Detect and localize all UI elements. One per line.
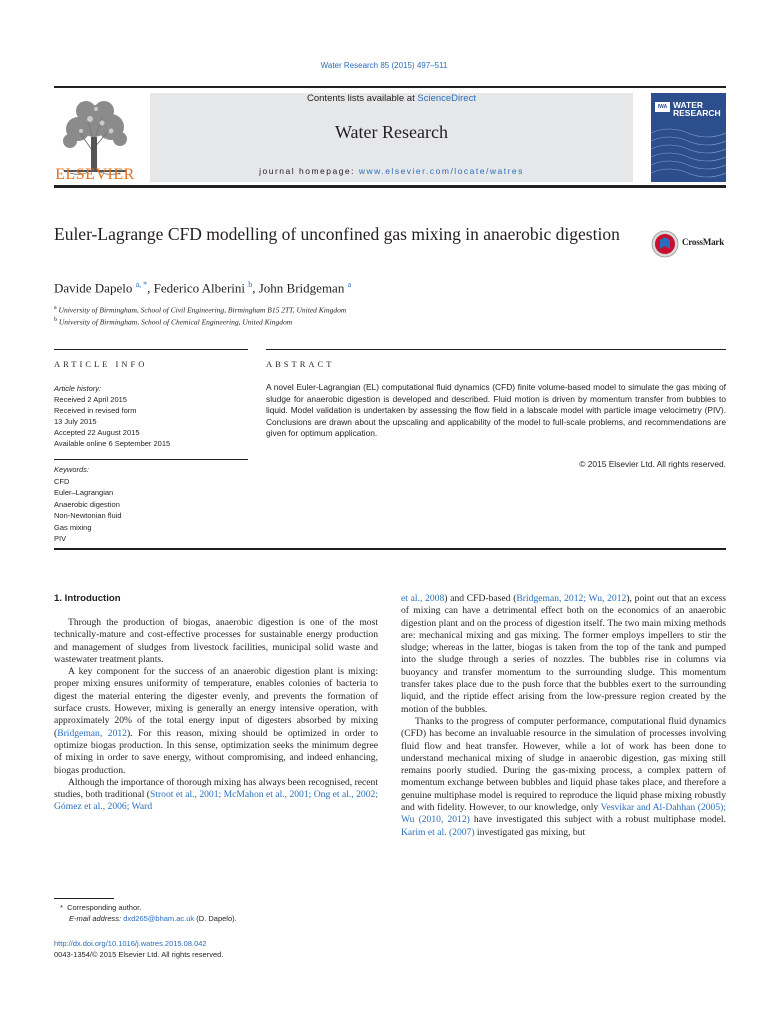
history-line: 13 July 2015 [54, 417, 97, 426]
paragraph [54, 666, 378, 777]
journal-citation[interactable]: Water Research 85 (2015) 497–511 [320, 61, 448, 70]
corresponding-author-line [60, 902, 380, 913]
text-run: ) and CFD-based ( [444, 593, 517, 604]
homepage-link[interactable]: www.elsevier.com/locate/watres [358, 166, 524, 176]
footnote-rule [54, 898, 114, 899]
abstract-rule [266, 349, 726, 350]
paragraph: Through the production of biogas, anaerobic digestion is one of the most technically-mature and cost-effective processes for sustainable energy production and management of sludges from livestock facilities, municipal solid waste and wastewater treatment plants. [54, 617, 378, 665]
corresponding-author-label: Corresponding author. [67, 903, 142, 912]
history-line: Accepted 22 August 2015 [54, 428, 140, 437]
journal-title: Water Research [335, 122, 448, 142]
body-right-column [401, 593, 726, 839]
keyword: Gas mixing [54, 522, 92, 532]
abstract-copyright: © 2015 Elsevier Ltd. All rights reserved. [579, 459, 726, 469]
citation-link[interactable]: Bridgeman, 2012; Wu, 2012 [516, 593, 627, 604]
doi-link[interactable]: http://dx.doi.org/10.1016/j.watres.2015.08.042 [54, 939, 207, 948]
abstract-text: A novel Euler-Lagrangian (EL) computational fluid dynamics (CFD) finite volume-based model to simulate the gas mixing of sludge for anaerobic digestion is developed and described. Fluid motion is driven by momentum transfer from bubbles to liquid. Model validation is undertaken by assessing the flow field in a labscale model with particle image velocimetry (PIV). Conclusions are drawn about the upscaling and applicability of the model to full-scale problems, and recommendations are given for optimum application. [266, 382, 726, 439]
journal-homepage [150, 166, 633, 176]
text-run: have investigated this subject with a robust multiphase model. [469, 814, 726, 826]
author-affiliation-mark[interactable]: b [248, 280, 253, 289]
article-info-rule [54, 349, 248, 350]
email-label: E-mail address: [69, 914, 124, 923]
text-run: A key component for the success of an anaerobic digestion plant is mixing: proper mixing ensures uniformity of temperature, enables colonies of bacteria to digest the material entering the digester evenly, and prevents the formation of surface crusts. However, mixing is generally an energy intensive operation, with approximately 20% of the total energy input of digesters absorbed by mixing ( [54, 666, 378, 739]
cover-title [673, 101, 721, 117]
journal-cover-thumbnail[interactable] [651, 93, 726, 182]
citation-link[interactable]: Vesvikar and Al-Dahhan (2005); Wu (2010, 2012) [401, 802, 726, 826]
text-run: Although the importance of thorough mixing has always been recognised, recent studies, both traditional ( [54, 776, 378, 801]
affiliation-a [54, 305, 694, 315]
section-heading: 1. Introduction [54, 593, 121, 604]
author-separator: , [252, 280, 259, 296]
author-list [54, 280, 694, 296]
front-matter-rule [54, 548, 726, 550]
paragraph [54, 777, 378, 814]
citation-link[interactable]: Stroot et al., 2001; McMahon et al., 2001; Ong et al., 2002; Gómez et al., 2006; Ward [54, 789, 378, 813]
keywords-rule [54, 459, 248, 460]
crossmark-label[interactable]: CrossMark [682, 237, 725, 247]
header-rule-top [54, 86, 726, 88]
keywords-list [54, 464, 234, 545]
email-link[interactable]: dxd265@bham.ac.uk [123, 914, 195, 923]
email-suffix: (D. Dapelo). [194, 914, 237, 923]
text-run: ). For this reason, mixing should be optimized in order to optimize biogas production. In this sense, optimization seeks the minimum degree of mixing in order to save energy, without compromising, and indeed enhancing, biogas production. [54, 727, 378, 776]
affiliation-mark: b [54, 317, 57, 323]
abstract-heading: ABSTRACT [266, 359, 335, 369]
author-name[interactable]: John Bridgeman [258, 280, 345, 296]
affiliation-b [54, 317, 694, 327]
doi-block [54, 938, 374, 960]
cover-title-line1: WATER [673, 100, 704, 110]
history-line: Available online 6 September 2015 [54, 439, 171, 448]
affiliation-mark: a [54, 305, 57, 311]
iwa-badge: IWA [655, 102, 670, 112]
paragraph [401, 593, 726, 716]
elsevier-wordmark[interactable]: ELSEVIER [55, 166, 135, 183]
affiliation-text: University of Birmingham, School of Civil Engineering, Birmingham B15 2TT, United Kingdom [58, 305, 347, 315]
author-name[interactable]: Federico Alberini [153, 280, 245, 296]
keywords-label: Keywords: [54, 465, 90, 474]
author-affiliation-mark[interactable]: a, * [135, 280, 148, 289]
citation-link[interactable]: et al., 2008 [401, 593, 445, 604]
article-history [54, 383, 234, 449]
homepage-prefix: journal homepage: [259, 166, 359, 176]
citation-link[interactable]: Karim et al. (2007) [401, 826, 475, 838]
header-rule-bottom [54, 185, 726, 188]
issn-copyright: 0043-1354/© 2015 Elsevier Ltd. All rights reserved. [54, 950, 224, 959]
citation-link[interactable]: Bridgeman, 2012 [57, 727, 127, 739]
contents-line [150, 93, 633, 104]
author-name[interactable]: Davide Dapelo [54, 280, 133, 296]
cover-artwork [651, 123, 726, 182]
text-run: Thanks to the progress of computer performance, computational fluid dynamics (CFD) has become an invaluable resource in the simulation of processes involving fluid flow and heat transfer. However, while a lot of work has been done to understand mechanical mixing of sludge in anaerobic digestion, gas mixing still remains poorly studied. During the gas-mixing process, a complex pattern of momentum exchange between bubbles and liquid phase takes place, and therefore a genuine multiphase model is required to reproduce the liquid phase mixing robustly and with fidelity. However, to our knowledge, only [401, 715, 726, 814]
footnote-mark: * [60, 903, 63, 912]
history-line: Received in revised form [54, 406, 137, 415]
affiliation-text: University of Birmingham, School of Chemical Engineering, United Kingdom [58, 317, 293, 327]
keyword: CFD [54, 476, 70, 486]
keyword: Euler–Lagrangian [54, 488, 114, 497]
history-line: Received 2 April 2015 [54, 395, 127, 404]
keyword: Anaerobic digestion [54, 499, 120, 509]
text-run: ), point out that an excess of mixing can have a detrimental effect both on the economics of an anaerobic digestion plant and on the process of digestion itself. The two main mixing methods are: mechanical mixing and gas mixing. The former employs impellers to stir the sludge; whereas in the latter, biogas is taken from the top of the tank and pumped into the sludge through a series of nozzles. The bubbles rise in columns via buoyancy and transfer momentum to the surrounding sludge. This momentum transfer takes place due to the push force that the bubbles exert to the surrounding liquid, and the riptide effect arising from the low-pressure region created by the motion of the bubbles. [401, 593, 726, 715]
article-title: Euler-Lagrange CFD modelling of unconfined gas mixing in anaerobic digestion [54, 224, 620, 244]
corresponding-footnote [60, 902, 380, 924]
body-left-column [54, 617, 378, 814]
contents-prefix: Contents lists available at [307, 93, 418, 104]
email-line [60, 913, 380, 924]
article-info-heading: ARTICLE INFO [54, 359, 148, 369]
history-label: Article history: [54, 384, 102, 393]
keyword: Non-Newtonian fluid [54, 511, 122, 520]
text-run: investigated gas mixing, but [474, 826, 586, 838]
paragraph [401, 716, 726, 839]
keyword: PIV [54, 534, 67, 543]
author-separator: , [147, 280, 154, 296]
author-affiliation-mark[interactable]: a [347, 280, 352, 289]
cover-title-line2: RESEARCH [673, 108, 721, 118]
sciencedirect-link[interactable]: ScienceDirect [417, 93, 476, 104]
